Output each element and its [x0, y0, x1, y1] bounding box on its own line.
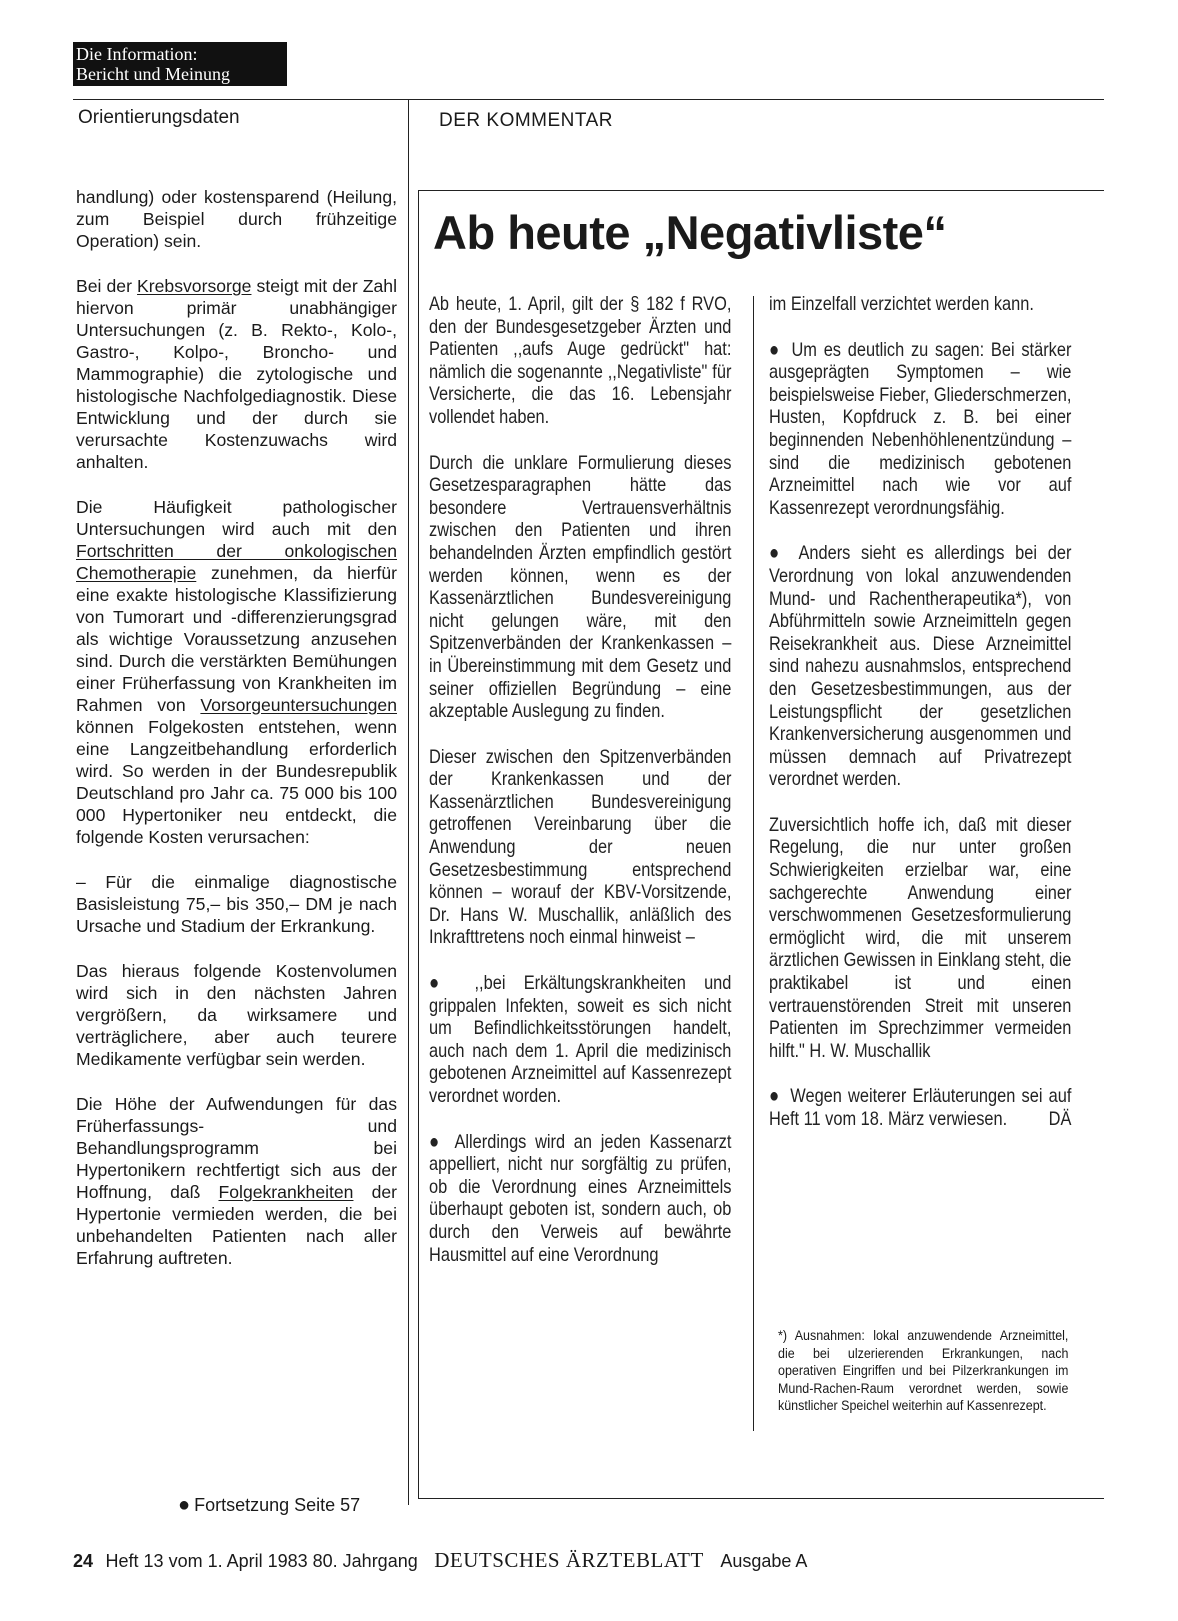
paragraph: im Einzelfall verzichtet werden kann. — [769, 293, 1034, 315]
journal-name: DEUTSCHES ÄRZTEBLATT — [434, 1548, 704, 1572]
signature: H. W. Muschallik — [809, 1039, 931, 1062]
paragraph: Die Höhe der Aufwendungen für das Früherfassungs- und Behandlungsprogramm bei Hypertonikern rechtfertigt sich aus der Hoffnung, daß Folgekrankheiten der Hypertonie vermieden werden, die bei unbehandelten Patienten nach aller Erfahrung auftreten. — [76, 1094, 397, 1268]
section-label-line2: Bericht und Meinung — [76, 64, 230, 84]
page-footer — [73, 1548, 807, 1573]
column-divider — [408, 99, 409, 1505]
paragraph: Zuversichtlich hoffe ich, daß mit dieser Regelung, die nur unter großen Schwierigkeiten erzielbar war, eine sachgerechte Anwendung einer verschwommenen Gesetzesformulierung ermöglicht wird, die mit unserem ärztlichen Gewissen in Einklang steht, die praktikabel ist und einen vertrauenstörenden Streit mit unseren Patienten im Sprechzimmer vermeiden hilft." H. W. Muschallik — [769, 813, 1072, 1062]
bullet-icon: ● — [429, 972, 453, 995]
paragraph: ● ,,bei Erkältungskrankheiten und grippalen Infekten, soweit es sich nicht um Befindlichkeitsstörungen handelt, auch nach dem 1. April die medizinisch gebotenen Arzneimittel auf Kassenrezept verordnet worden. — [429, 972, 732, 1107]
paragraph: Bei der Krebsvorsorge steigt mit der Zahl hiervon primär unabhängiger Untersuchungen (z. B. Rekto-, Kolo-, Gastro-, Kolpo-, Broncho- und Mammographie) die zytologische und histologische Nachfolgediagnostik. Diese Entwicklung und der durch sie verursachte Kostenzuwachs wird anhalten. — [76, 276, 397, 472]
paragraph: ● Wegen weiterer Erläuterungen sei auf Heft 11 vom 18. März verwiesen. DÄ — [769, 1085, 1072, 1130]
keyword-link: Fortschritten der onkologischen Chemotherapie — [76, 541, 397, 583]
bullet-icon: ● — [429, 1130, 444, 1153]
bullet-icon: ● — [178, 1494, 191, 1516]
paragraph: ● Anders sieht es allerdings bei der Verordnung von lokal anzuwendenden Mund- und Rachentherapeutika*), von Abführmitteln sowie Arzneimitteln gegen Reisekrankheit aus. Diese Arzneimittel sind nahezu ausnahmslos, entsprechend den Gesetzesbestimmungen, aus der Leistungspflicht der gesetzlichen Krankenversicherung ausgenommen und müssen demnach auf Privatrezept verordnet werden. — [769, 542, 1072, 791]
top-rule — [73, 99, 1104, 100]
paragraph: Ab heute, 1. April, gilt der § 182 f RVO, den der Bundesgesetzgeber Ärzten und Patienten ,,aufs Auge gedrückt" hat: nämlich die sogenannte ,,Negativliste" für Versicherte, die das 16. Lebensjahr vollendet haben. — [429, 293, 732, 428]
bullet-icon: ● — [769, 338, 782, 361]
keyword-link: Folgekrankheiten — [218, 1182, 354, 1202]
section-label — [73, 42, 287, 86]
commentary-headline: Ab heute „Negativliste“ — [433, 206, 947, 259]
edition: Ausgabe A — [720, 1551, 808, 1571]
bullet-icon: ● — [769, 1085, 781, 1108]
comment-column-2 — [769, 293, 1070, 1154]
author-initials: DÄ — [1048, 1108, 1072, 1130]
keyword-link: Vorsorgeuntersuchungen — [200, 695, 397, 715]
left-column-text — [76, 186, 397, 1292]
left-column-heading: Orientierungsdaten — [78, 107, 240, 128]
paragraph: handlung) oder kostensparend (Heilung, zum Beispiel durch frühzeitige Operation) sein. — [76, 187, 397, 251]
paragraph: Dieser zwischen den Spitzenverbänden der Krankenkassen und der Kassenärztlichen Bundesvereinigung getroffenen Vereinbarung über die Anwendung der neuen Gesetzesbestimmung entsprechend können – worauf der KBV-Vorsitzende, Dr. Hans W. Muschallik, anläßlich des Inkrafttretens noch einmal hinweist – — [429, 745, 732, 949]
issue-info: Heft 13 vom 1. April 1983 80. Jahrgang — [105, 1551, 418, 1571]
paragraph: ● Allerdings wird an jeden Kassenarzt appelliert, nicht nur sorgfältig zu prüfen, ob die Verordnung eines Arzneimittels überhaupt geboten ist, sondern auch, ob durch den Verweis auf bewährte Hausmittel auf eine Verordnung — [429, 1130, 732, 1266]
paragraph: Das hieraus folgende Kostenvolumen wird sich in den nächsten Jahren vergrößern, da wirksamere und verträglichere, aber auch teurere Medikamente verfügbar sein werden. — [76, 961, 397, 1069]
paragraph: – Für die einmalige diagnostische Basisleistung 75,– bis 350,– DM je nach Ursache und Stadium der Erkrankung. — [76, 872, 397, 936]
bullet-icon: ● — [769, 542, 786, 565]
comment-column-1 — [429, 293, 731, 1289]
continuation-note: ● Fortsetzung Seite 57 — [178, 1494, 361, 1516]
keyword-link: Krebsvorsorge — [137, 276, 252, 296]
paragraph: Die Häufigkeit pathologischer Untersuchungen wird auch mit den Fortschritten der onkologischen Chemotherapie zunehmen, da hierfür eine exakte histologische Klassifizierung von Tumorart und -differenzierungsgrad als wichtige Voraussetzung anzusehen sind. Durch die verstärkten Bemühungen einer Früherfassung von Krankheiten im Rahmen von Vorsorgeuntersuchungen können Folgekosten entstehen, wenn eine Langzeitbehandlung erforderlich wird. So werden in der Bundesrepublik Deutschland pro Jahr ca. 75 000 bis 100 000 Hypertoniker neu entdeckt, die folgende Kosten verursachen: — [76, 497, 397, 847]
comment-column-divider — [753, 296, 754, 1431]
paragraph: Durch die unklare Formulierung dieses Gesetzesparagraphen hätte das besondere Vertrauensverhältnis zwischen den Patienten und ihren behandelnden Ärzten empfindlich gestört werden können, wenn es der Kassenärztlichen Bundesvereinigung nicht gelungen wäre, mit den Spitzenverbänden der Krankenkassen – in Übereinstimmung mit dem Gesetz und seiner offiziellen Begründung – eine akzeptable Auslegung zu finden. — [429, 451, 732, 723]
comment-section-heading: DER KOMMENTAR — [439, 110, 613, 131]
paragraph: ● Um es deutlich zu sagen: Bei stärker ausgeprägten Symptomen – wie beispielsweise Fieber, Gliederschmerzen, Husten, Kopfdruck z. B. bei einer beginnenden Nebenhöhlenentzündung – sind die medizinisch gebotenen Arzneimittel nach wie vor auf Kassenrezept verordnungsfähig. — [769, 338, 1072, 519]
footnote: *) Ausnahmen: lokal anzuwendende Arzneimittel, die bei ulzerierenden Erkrankungen, nach operativen Eingriffen und bei Pilzerkrankungen im Mund-Rachen-Raum verordnet werden, sowie künstlicher Speichel weiterhin auf Kassenrezept. — [778, 1328, 1069, 1415]
section-label-line1: Die Information: — [76, 44, 198, 64]
page-number: 24 — [73, 1551, 94, 1571]
